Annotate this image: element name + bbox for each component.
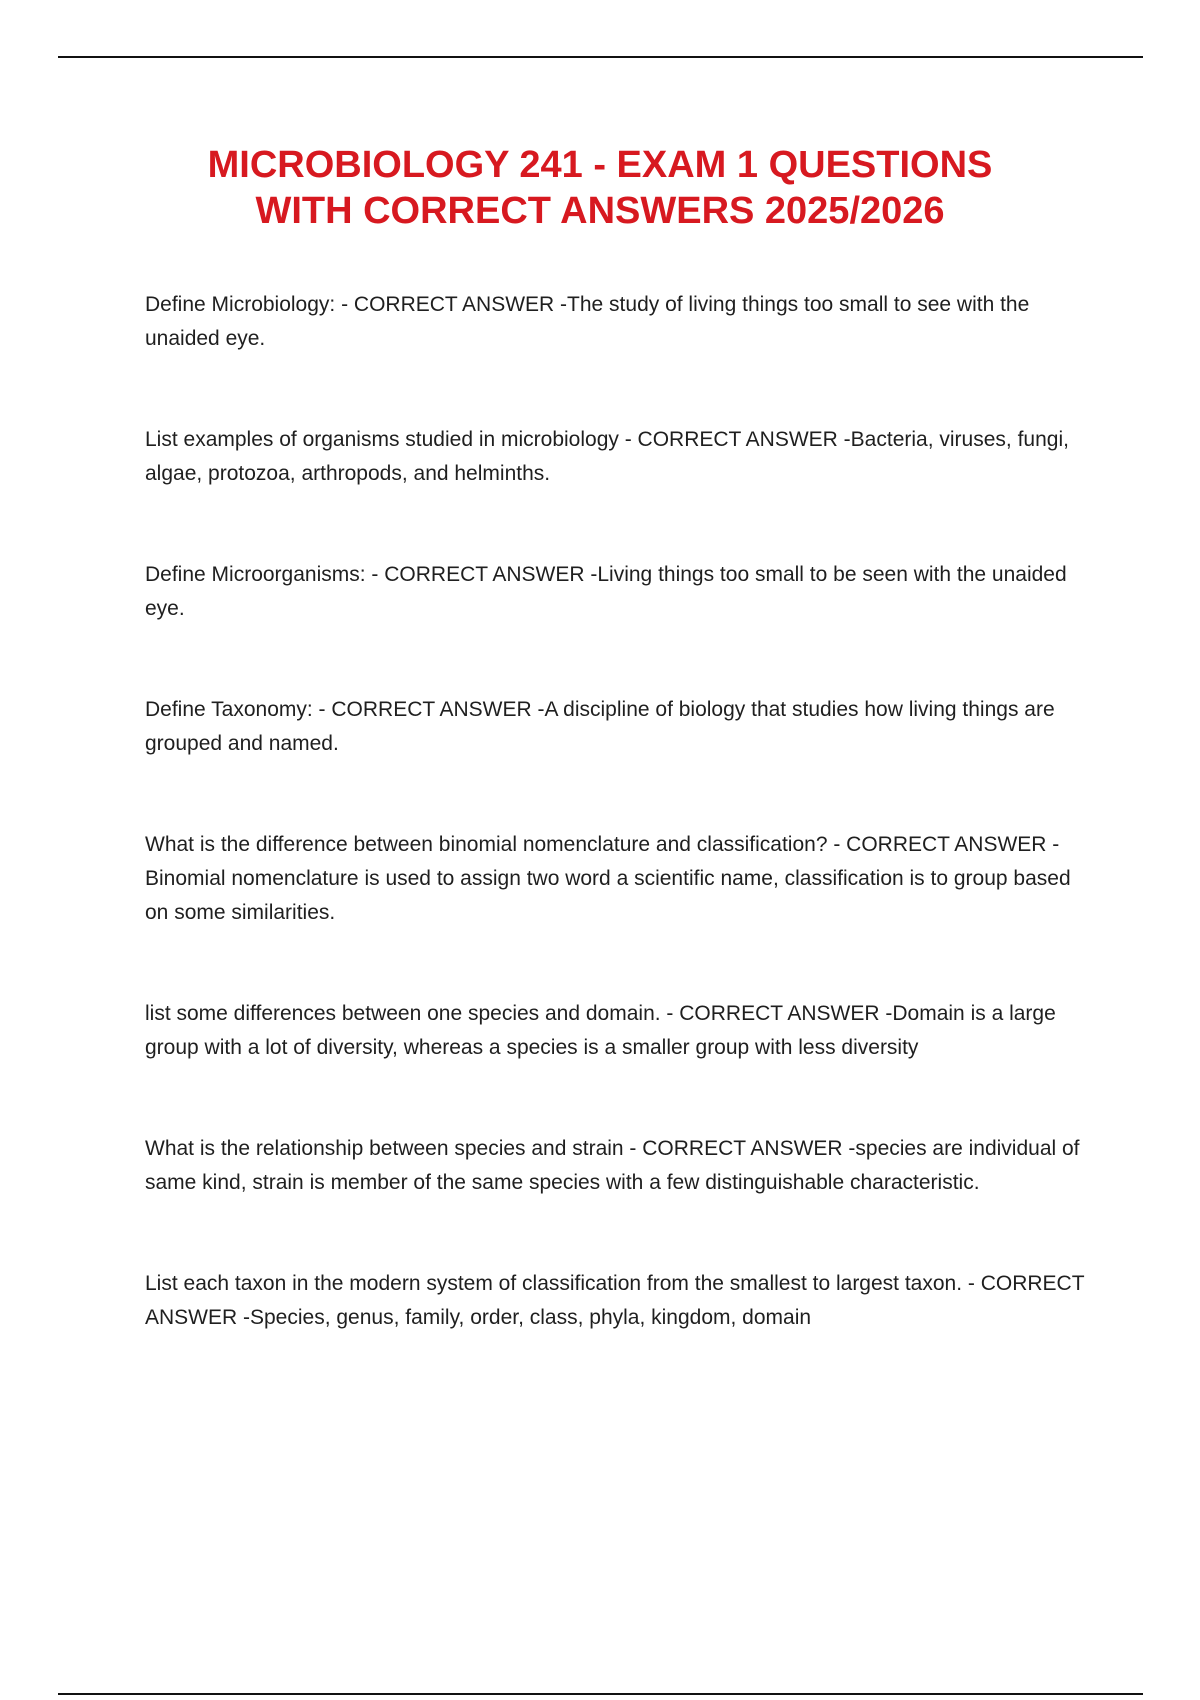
qa-item-7: What is the relationship between species and strain - CORRECT ANSWER -species are individual of same kind, strain is member of the same species with a few distinguishable characteristic. bbox=[145, 1137, 1080, 1194]
qa-item-8: List each taxon in the modern system of classification from the smallest to largest taxon. - CORRECT ANSWER -Species, genus, family, order, class, phyla, kingdom, domain bbox=[145, 1272, 1085, 1329]
title-line-1: MICROBIOLOGY 241 - EXAM 1 QUESTIONS bbox=[207, 144, 993, 186]
qa-item-2: List examples of organisms studied in microbiology - CORRECT ANSWER -Bacteria, viruses, fungi, algae, protozoa, arthropods, and helminths. bbox=[145, 428, 1069, 485]
top-divider bbox=[58, 56, 1143, 58]
qa-item-3: Define Microorganisms: - CORRECT ANSWER -Living things too small to be seen with the unaided eye. bbox=[145, 563, 1067, 620]
title-line-2: WITH CORRECT ANSWERS 2025/2026 bbox=[255, 190, 945, 232]
document-title bbox=[100, 142, 1100, 234]
question-answer-list bbox=[145, 288, 1090, 1335]
qa-item-4: Define Taxonomy: - CORRECT ANSWER -A discipline of biology that studies how living things are grouped and named. bbox=[145, 698, 1055, 755]
qa-item-6: list some differences between one species and domain. - CORRECT ANSWER -Domain is a large group with a lot of diversity, whereas a species is a smaller group with less diversity bbox=[145, 1002, 1056, 1059]
qa-item-5: What is the difference between binomial nomenclature and classification? - CORRECT ANSWER - Binomial nomenclature is used to assign two word a scientific name, classification is to group based on some similarities. bbox=[145, 833, 1071, 924]
bottom-divider bbox=[58, 1693, 1143, 1695]
qa-item-1: Define Microbiology: - CORRECT ANSWER -The study of living things too small to see with the unaided eye. bbox=[145, 293, 1030, 350]
